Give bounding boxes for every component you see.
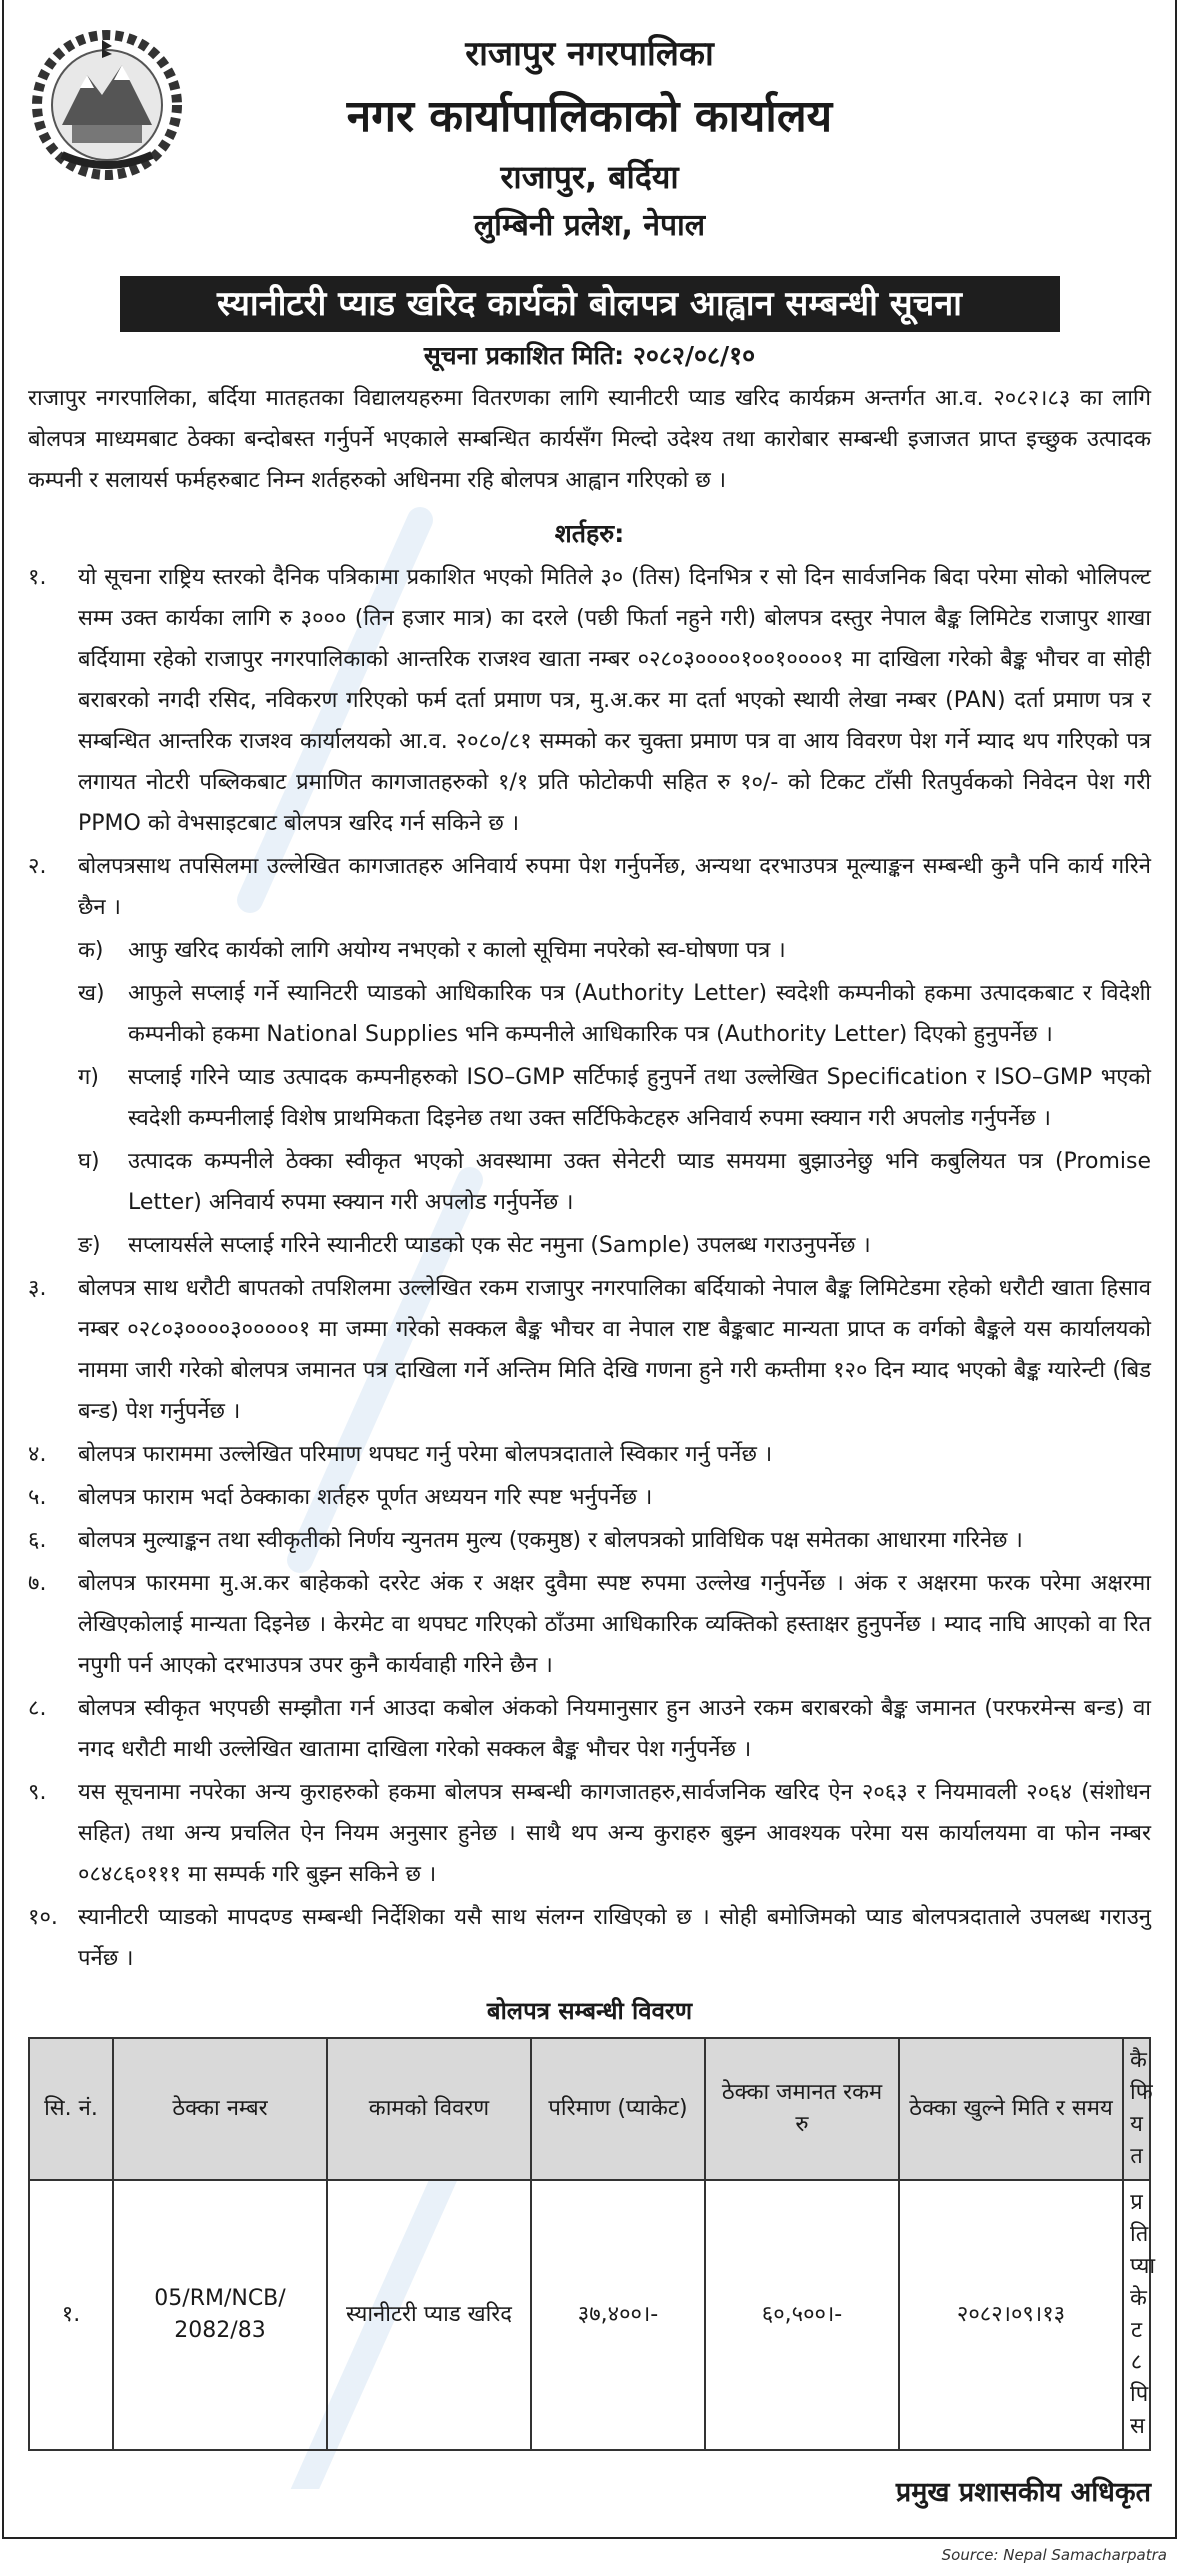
header-lines bbox=[28, 26, 1151, 250]
condition-text: बोलपत्र फारममा मु.अ.कर बाहेकको दररेट अंक र अक्षर दुवैमा स्पष्ट रुपमा उल्लेख गर्नुपर्नेछ । अंक र अक्षरमा फरक परेमा अक्षरमा लेखिएकोलाई मान्यता दिइनेछ । केरमेट वा थपघट गरिएको ठाँउमा आधिकारिक व्यक्तिको हस्ताक्षर हुनुपर्नेछ । म्याद नाघि आएको वा रित नपुगी पर्न आएको दरभाउपत्र उपर कुनै कार्यवाही गरिने छैन । bbox=[78, 1571, 1151, 1678]
column-header: कामको विवरण bbox=[327, 2038, 531, 2180]
table-cell: 05/RM/NCB/ 2082/83 bbox=[113, 2180, 327, 2450]
condition-text: यस सूचनामा नपरेका अन्य कुराहरुको हकमा बोलपत्र सम्बन्धी कागजातहरु,सार्वजनिक खरिद ऐन २०६३ र नियमावली २०६४ (संशोधन सहित) तथा अन्य प्रचलित ऐन नियम अनुसार हुनेछ । साथै थप अन्य कुराहरु बुझ्न आवश्यक परेमा यस कार्यालयमा वा फोन नम्बर ०८४८६०१११ मा सम्पर्क गरि बुझ्न सकिने छ । bbox=[78, 1780, 1151, 1887]
sub-condition-label: घ) bbox=[78, 1149, 100, 1174]
condition-text: यो सूचना राष्ट्रिय स्तरको दैनिक पत्रिकामा प्रकाशित भएको मितिले ३० (तिस) दिनभित्र र सो दिन सार्वजनिक बिदा परेमा सोको भोलिपल्ट सम्म उक्त कार्यका लागि रु ३००० (तिन हजार मात्र) का दरले (पछी फिर्ता नहुने गरी) बोलपत्र दस्तुर नेपाल बैङ्क लिमिटेड राजापुर शाखा बर्दियामा रहेको राजापुर नगरपालिकाको आन्तरिक राजश्व खाता नम्बर ०२८०३००००१००१००००१ मा दाखिला गरेको बैङ्क भौचर वा सोही बराबरको नगदी रसिद, नविकरण गरिएको फर्म दर्ता प्रमाण पत्र, मु.अ.कर मा दर्ता भएको स्थायी लेखा नम्बर (PAN) दर्ता प्रमाण पत्र र सम्बन्धित आन्तरिक राजश्व कार्यालयको आ.व. २०८०/८१ सम्मको कर चुक्ता प्रमाण पत्र वा आय विवरण पेश गर्ने म्याद थप गरिएको पत्र लगायत नोटरी पब्लिकबाट प्रमाणित कागजातहरुको १/१ प्रति फोटोकपी सहित रु १०/- को टिकट टाँसी रितपुर्वकको निवेदन पेश गरी PPMO को वेभसाइटबाट बोलपत्र खरिद गर्न सकिने छ । bbox=[78, 565, 1151, 836]
condition-item bbox=[28, 1268, 1151, 1432]
column-header: कैफियत bbox=[1123, 2038, 1150, 2180]
condition-item bbox=[28, 1520, 1151, 1561]
condition-text: बोलपत्र साथ धरौटी बापतको तपशिलमा उल्लेखित रकम राजापुर नगरपालिका बर्दियाको नेपाल बैङ्क लिमिटेडमा रहेको धरौटी खाता हिसाव नम्बर ०२८०३००००३०००००१ मा जम्मा गरेको सक्कल बैङ्क भौचर वा नेपाल राष्ट बैङ्कबाट मान्यता प्राप्त क वर्गको बैङ्कले यस कार्यालयको नाममा जारी गरेको बोलपत्र जमानत पत्र दाखिला गर्ने अन्तिम मिति देखि गणना हुने गरी कम्तीमा १२० दिन म्याद भएको बैङ्क ग्यारेन्टी (बिड बन्ड) पेश गर्नुपर्नेछ । bbox=[78, 1276, 1151, 1424]
published-date: सूचना प्रकाशित मिति: २०८२/०८/१० bbox=[423, 341, 756, 370]
condition-number: ७. bbox=[28, 1571, 47, 1596]
condition-text: बोलपत्र फाराममा उल्लेखित परिमाण थपघट गर्नु परेमा बोलपत्रदाताले स्विकार गर्नु पर्नेछ । bbox=[78, 1442, 773, 1467]
condition-number: १. bbox=[28, 565, 47, 590]
condition-item bbox=[28, 1772, 1151, 1895]
condition-text: बोलपत्र स्वीकृत भएपछी सम्झौता गर्न आउदा कबोल अंकको नियमानुसार हुन आउने रकम बराबरको बैङ्क जमानत (परफरमेन्स बन्ड) वा नगद धरौटी माथी उल्लेखित खातामा दाखिला गरेको सक्कल बैङ्क भौचर पेश गर्नुपर्नेछ । bbox=[78, 1696, 1151, 1762]
table-cell: स्यानीटरी प्याड खरिद bbox=[327, 2180, 531, 2450]
municipality-name: राजापुर नगरपालिका bbox=[465, 34, 714, 74]
signatory: प्रमुख प्रशासकीय अधिकृत bbox=[895, 2477, 1151, 2508]
table-row bbox=[29, 2180, 1150, 2450]
table-cell: ६०,५००।- bbox=[705, 2180, 899, 2450]
sub-condition-item bbox=[78, 973, 1151, 1055]
condition-number: ३. bbox=[28, 1276, 47, 1301]
table-header-row bbox=[29, 2038, 1150, 2180]
table-heading: बोलपत्र सम्बन्धी विवरण bbox=[486, 1997, 693, 2025]
sub-condition-text: आफु खरिद कार्यको लागि अयोग्य नभएको र कालो सूचिमा नपरेको स्व-घोषणा पत्र । bbox=[128, 938, 786, 963]
sub-condition-item bbox=[78, 1141, 1151, 1223]
sub-condition-text: सप्लायर्सले सप्लाई गरिने स्यानीटरी प्याडको एक सेट नमुना (Sample) उपलब्ध गराउनुपर्नेछ । bbox=[128, 1233, 871, 1258]
notice-frame bbox=[2, 0, 1177, 2539]
condition-item bbox=[28, 846, 1151, 928]
office-location: राजापुर, बर्दिया bbox=[500, 158, 679, 196]
letterhead bbox=[28, 26, 1151, 266]
column-header: ठेक्का खुल्ने मिति र समय bbox=[899, 2038, 1123, 2180]
conditions-list bbox=[28, 557, 1151, 1979]
column-header: सि. नं. bbox=[29, 2038, 113, 2180]
source-credit: Source: Nepal Samacharpatra bbox=[941, 2546, 1167, 2564]
condition-text: बोलपत्र फाराम भर्दा ठेक्काका शर्तहरु पूर्णत अध्ययन गरि स्पष्ट भर्नुपर्नेछ । bbox=[78, 1485, 653, 1510]
column-header: ठेक्का जमानत रकम रु bbox=[705, 2038, 899, 2180]
bid-details-table bbox=[28, 2037, 1156, 2451]
condition-item bbox=[28, 1477, 1151, 1518]
condition-number: ५. bbox=[28, 1485, 47, 1510]
condition-item bbox=[28, 1563, 1151, 1686]
condition-number: ८. bbox=[28, 1696, 47, 1721]
sub-condition-text: उत्पादक कम्पनीले ठेक्का स्वीकृत भएको अवस्थामा उक्त सेनेटरी प्याड समयमा बुझाउनेछु भनि कबुलियत पत्र (Promise Letter) अनिवार्य रुपमा स्क्यान गरी अपलोड गर्नुपर्नेछ । bbox=[128, 1149, 1151, 1215]
condition-item bbox=[28, 1688, 1151, 1770]
sub-condition-label: क) bbox=[78, 938, 104, 963]
column-header: ठेक्का नम्बर bbox=[113, 2038, 327, 2180]
sub-condition-label: ङ) bbox=[78, 1233, 101, 1258]
condition-text: बोलपत्रसाथ तपसिलमा उल्लेखित कागजातहरु अनिवार्य रुपमा पेश गर्नुपर्नेछ, अन्यथा दरभाउपत्र मूल्याङ्कन सम्बन्धी कुनै पनि कार्य गरिने छैन । bbox=[78, 854, 1151, 920]
sub-condition-item bbox=[78, 1225, 1151, 1266]
office-name: नगर कार्यापालिकाको कार्यालय bbox=[346, 91, 833, 142]
intro-paragraph: राजापुर नगरपालिका, बर्दिया मातहतका विद्यालयहरुमा वितरणका लागि स्यानीटरी प्याड खरिद कार्यक्रम अन्तर्गत आ.व. २०८२।८३ का लागि बोलपत्र माध्यमबाट ठेक्का बन्दोबस्त गर्नुपर्ने भएकाले सम्बन्धित कार्यसँग मिल्दो उदेश्य तथा कारोबार सम्बन्धी इजाजत प्राप्त इच्छुक उत्पादक कम्पनी र सलायर्स फर्महरुबाट निम्न शर्तहरुको अधिनमा रहि बोलपत्र आह्वान गरिएको छ । bbox=[28, 386, 1151, 493]
condition-number: ९. bbox=[28, 1780, 47, 1805]
government-emblem-icon bbox=[32, 30, 182, 180]
sub-condition-text: आफुले सप्लाई गर्ने स्यानिटरी प्याडको आधिकारिक पत्र (Authority Letter) स्वदेशी कम्पनीको हकमा उत्पादकबाट र विदेशी कम्पनीको हकमा National Supplies भनि कम्पनीले आधिकारिक पत्र (Authority Letter) दिएको हुनुपर्नेछ । bbox=[128, 981, 1151, 1047]
conditions-heading: शर्तहरु: bbox=[554, 519, 625, 548]
notice-title: स्यानीटरी प्याड खरिद कार्यको बोलपत्र आह्वान सम्बन्धी सूचना bbox=[120, 276, 1060, 332]
condition-number: ६. bbox=[28, 1528, 47, 1553]
condition-text: बोलपत्र मुल्याङ्कन तथा स्वीकृतीको निर्णय न्युनतम मुल्य (एकमुष्ठ) र बोलपत्रको प्राविधिक पक्ष समेतका आधारमा गरिनेछ । bbox=[78, 1528, 1023, 1553]
condition-number: १०. bbox=[28, 1905, 58, 1930]
signature-block bbox=[28, 2473, 1151, 2513]
sub-condition-label: ख) bbox=[78, 981, 105, 1006]
column-header: परिमाण (प्याकेट) bbox=[531, 2038, 705, 2180]
sub-condition-item bbox=[78, 930, 1151, 971]
table-cell: ३७,४००।- bbox=[531, 2180, 705, 2450]
condition-text: स्यानीटरी प्याडको मापदण्ड सम्बन्धी निर्देशिका यसै साथ संलग्न राखिएको छ । सोही बमोजिमको प्याड बोलपत्रदाताले उपलब्ध गराउनु पर्नेछ । bbox=[78, 1905, 1151, 1971]
condition-number: २. bbox=[28, 854, 47, 879]
table-cell: प्रति प्याकेट ८ पिस bbox=[1123, 2180, 1150, 2450]
source-block bbox=[0, 2539, 1181, 2572]
condition-item bbox=[28, 1434, 1151, 1475]
condition-number: ४. bbox=[28, 1442, 47, 1467]
table-cell: २०८२।०९।१३ bbox=[899, 2180, 1123, 2450]
sub-condition-text: सप्लाई गरिने प्याड उत्पादक कम्पनीहरुको ISO–GMP सर्टिफाई हुनुपर्ने तथा उल्लेखित Specification र ISO–GMP भएको स्वदेशी कम्पनीलाई विशेष प्राथमिकता दिइनेछ तथा उक्त सर्टिफिकेटहरु अनिवार्य रुपमा स्क्यान गरी अपलोड गर्नुपर्नेछ । bbox=[128, 1065, 1151, 1131]
condition-item bbox=[28, 557, 1151, 844]
condition-item bbox=[28, 1897, 1151, 1979]
sub-condition-label: ग) bbox=[78, 1065, 99, 1090]
sub-condition-item bbox=[78, 1057, 1151, 1139]
office-province: लुम्बिनी प्रलेश, नेपाल bbox=[473, 208, 706, 243]
table-cell: १. bbox=[29, 2180, 113, 2450]
